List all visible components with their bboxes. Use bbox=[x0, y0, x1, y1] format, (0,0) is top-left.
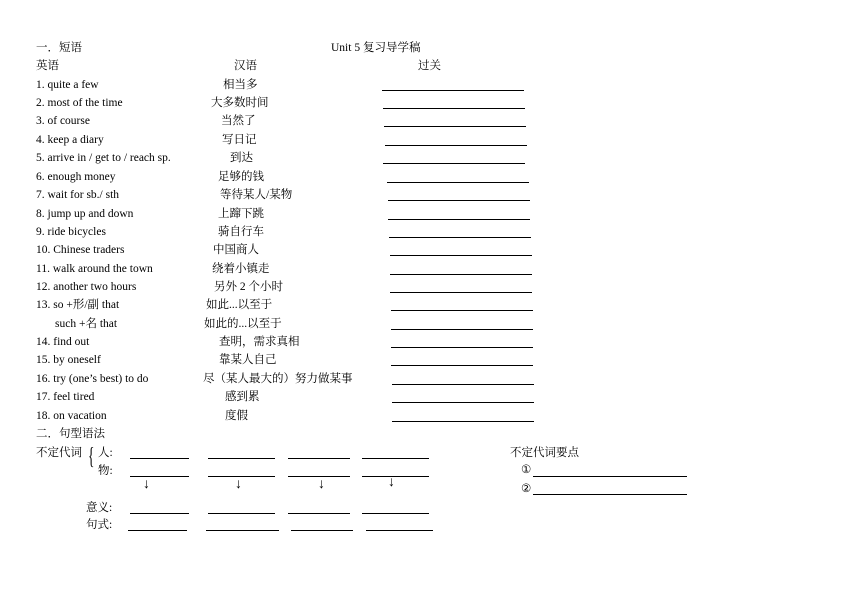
phrase-en: 15. by oneself bbox=[36, 354, 101, 366]
phrase-en: 1. quite a few bbox=[36, 79, 99, 91]
meaning-label: 意义: bbox=[86, 502, 113, 514]
answer-blank[interactable] bbox=[390, 255, 532, 256]
phrase-cn: 如此的...以至于 bbox=[204, 318, 282, 330]
pattern-blank[interactable] bbox=[291, 530, 353, 531]
phrase-cn: 当然了 bbox=[221, 115, 256, 127]
phrase-en: 2. most of the time bbox=[36, 97, 123, 109]
key-point-marker-1: ① bbox=[521, 464, 532, 476]
phrase-cn: 靠某人自己 bbox=[219, 354, 277, 366]
meaning-blank[interactable] bbox=[208, 513, 275, 514]
answer-blank[interactable] bbox=[383, 163, 525, 164]
phrase-cn: 上蹿下跳 bbox=[218, 208, 264, 220]
person-blank[interactable] bbox=[130, 458, 189, 459]
brace-glyph: { bbox=[88, 444, 95, 470]
answer-blank[interactable] bbox=[392, 421, 534, 422]
phrase-cn: 骑自行车 bbox=[218, 226, 264, 238]
phrase-cn: 大多数时间 bbox=[211, 97, 269, 109]
phrase-en: 7. wait for sb./ sth bbox=[36, 189, 120, 201]
thing-label: 物: bbox=[98, 465, 113, 477]
phrase-cn: 相当多 bbox=[223, 79, 258, 91]
header-check: 过关 bbox=[418, 60, 441, 72]
phrase-en: 13. so +形/副 that bbox=[36, 299, 120, 311]
phrase-en: 17. feel tired bbox=[36, 391, 95, 403]
phrase-en: 3. of course bbox=[36, 115, 90, 127]
answer-blank[interactable] bbox=[391, 310, 533, 311]
thing-blank[interactable] bbox=[362, 476, 429, 477]
doc-title: Unit 5 复习导学稿 bbox=[331, 42, 421, 54]
phrase-en: 12. another two hours bbox=[36, 281, 137, 293]
pattern-blank[interactable] bbox=[128, 530, 187, 531]
phrase-en: such +名 that bbox=[55, 318, 118, 330]
key-point-blank-2[interactable] bbox=[533, 494, 687, 495]
phrase-cn: 绕着小镇走 bbox=[212, 263, 270, 275]
phrase-cn: 足够的钱 bbox=[218, 171, 264, 183]
phrase-cn: 度假 bbox=[225, 410, 248, 422]
phrase-cn: 另外 2 个小时 bbox=[214, 281, 283, 293]
down-arrow-icon: ↓ bbox=[143, 477, 150, 492]
section1-title: 一．短语 bbox=[36, 42, 82, 54]
person-blank[interactable] bbox=[362, 458, 429, 459]
phrase-cn: 如此...以至于 bbox=[206, 299, 273, 311]
answer-blank[interactable] bbox=[388, 200, 530, 201]
phrase-cn: 到达 bbox=[230, 152, 253, 164]
phrase-en: 5. arrive in / get to / reach sp. bbox=[36, 152, 171, 164]
answer-blank[interactable] bbox=[385, 145, 527, 146]
header-chinese: 汉语 bbox=[234, 60, 257, 72]
person-blank[interactable] bbox=[208, 458, 275, 459]
thing-blank[interactable] bbox=[130, 476, 189, 477]
pronoun-label: 不定代词 bbox=[36, 447, 82, 459]
person-label: 人: bbox=[98, 447, 113, 459]
answer-blank[interactable] bbox=[387, 182, 529, 183]
pattern-blank[interactable] bbox=[206, 530, 279, 531]
answer-blank[interactable] bbox=[383, 108, 525, 109]
answer-blank[interactable] bbox=[389, 237, 531, 238]
phrase-cn: 尽（某人最大的）努力做某事 bbox=[203, 373, 353, 385]
phrase-en: 10. Chinese traders bbox=[36, 244, 125, 256]
phrase-cn: 感到累 bbox=[225, 391, 260, 403]
phrase-cn: 中国商人 bbox=[213, 244, 259, 256]
phrase-en: 6. enough money bbox=[36, 171, 116, 183]
person-blank[interactable] bbox=[288, 458, 350, 459]
answer-blank[interactable] bbox=[390, 274, 532, 275]
phrase-en: 8. jump up and down bbox=[36, 208, 134, 220]
phrase-cn: 写日记 bbox=[222, 134, 257, 146]
phrase-en: 18. on vacation bbox=[36, 410, 107, 422]
phrase-en: 9. ride bicycles bbox=[36, 226, 106, 238]
key-point-blank-1[interactable] bbox=[533, 476, 687, 477]
down-arrow-icon: ↓ bbox=[235, 477, 242, 492]
header-english: 英语 bbox=[36, 60, 59, 72]
down-arrow-icon: ↓ bbox=[318, 477, 325, 492]
phrase-en: 11. walk around the town bbox=[36, 263, 153, 275]
meaning-blank[interactable] bbox=[288, 513, 350, 514]
answer-blank[interactable] bbox=[391, 365, 533, 366]
down-arrow-icon: ↓ bbox=[388, 475, 395, 490]
key-points-title: 不定代词要点 bbox=[510, 447, 579, 459]
meaning-blank[interactable] bbox=[130, 513, 189, 514]
answer-blank[interactable] bbox=[392, 384, 534, 385]
pattern-label: 句式: bbox=[86, 519, 113, 531]
section2-title: 二．句型语法 bbox=[36, 428, 105, 440]
pattern-blank[interactable] bbox=[366, 530, 433, 531]
answer-blank[interactable] bbox=[382, 90, 524, 91]
phrase-en: 16. try (one’s best) to do bbox=[36, 373, 149, 385]
phrase-cn: 等待某人/某物 bbox=[220, 189, 293, 201]
answer-blank[interactable] bbox=[391, 329, 533, 330]
answer-blank[interactable] bbox=[390, 292, 532, 293]
phrase-cn: 查明，需求真相 bbox=[219, 336, 300, 348]
answer-blank[interactable] bbox=[384, 126, 526, 127]
phrase-en: 14. find out bbox=[36, 336, 90, 348]
answer-blank[interactable] bbox=[391, 347, 533, 348]
answer-blank[interactable] bbox=[388, 219, 530, 220]
key-point-marker-2: ② bbox=[521, 483, 532, 495]
answer-blank[interactable] bbox=[392, 402, 534, 403]
meaning-blank[interactable] bbox=[362, 513, 429, 514]
phrase-en: 4. keep a diary bbox=[36, 134, 104, 146]
